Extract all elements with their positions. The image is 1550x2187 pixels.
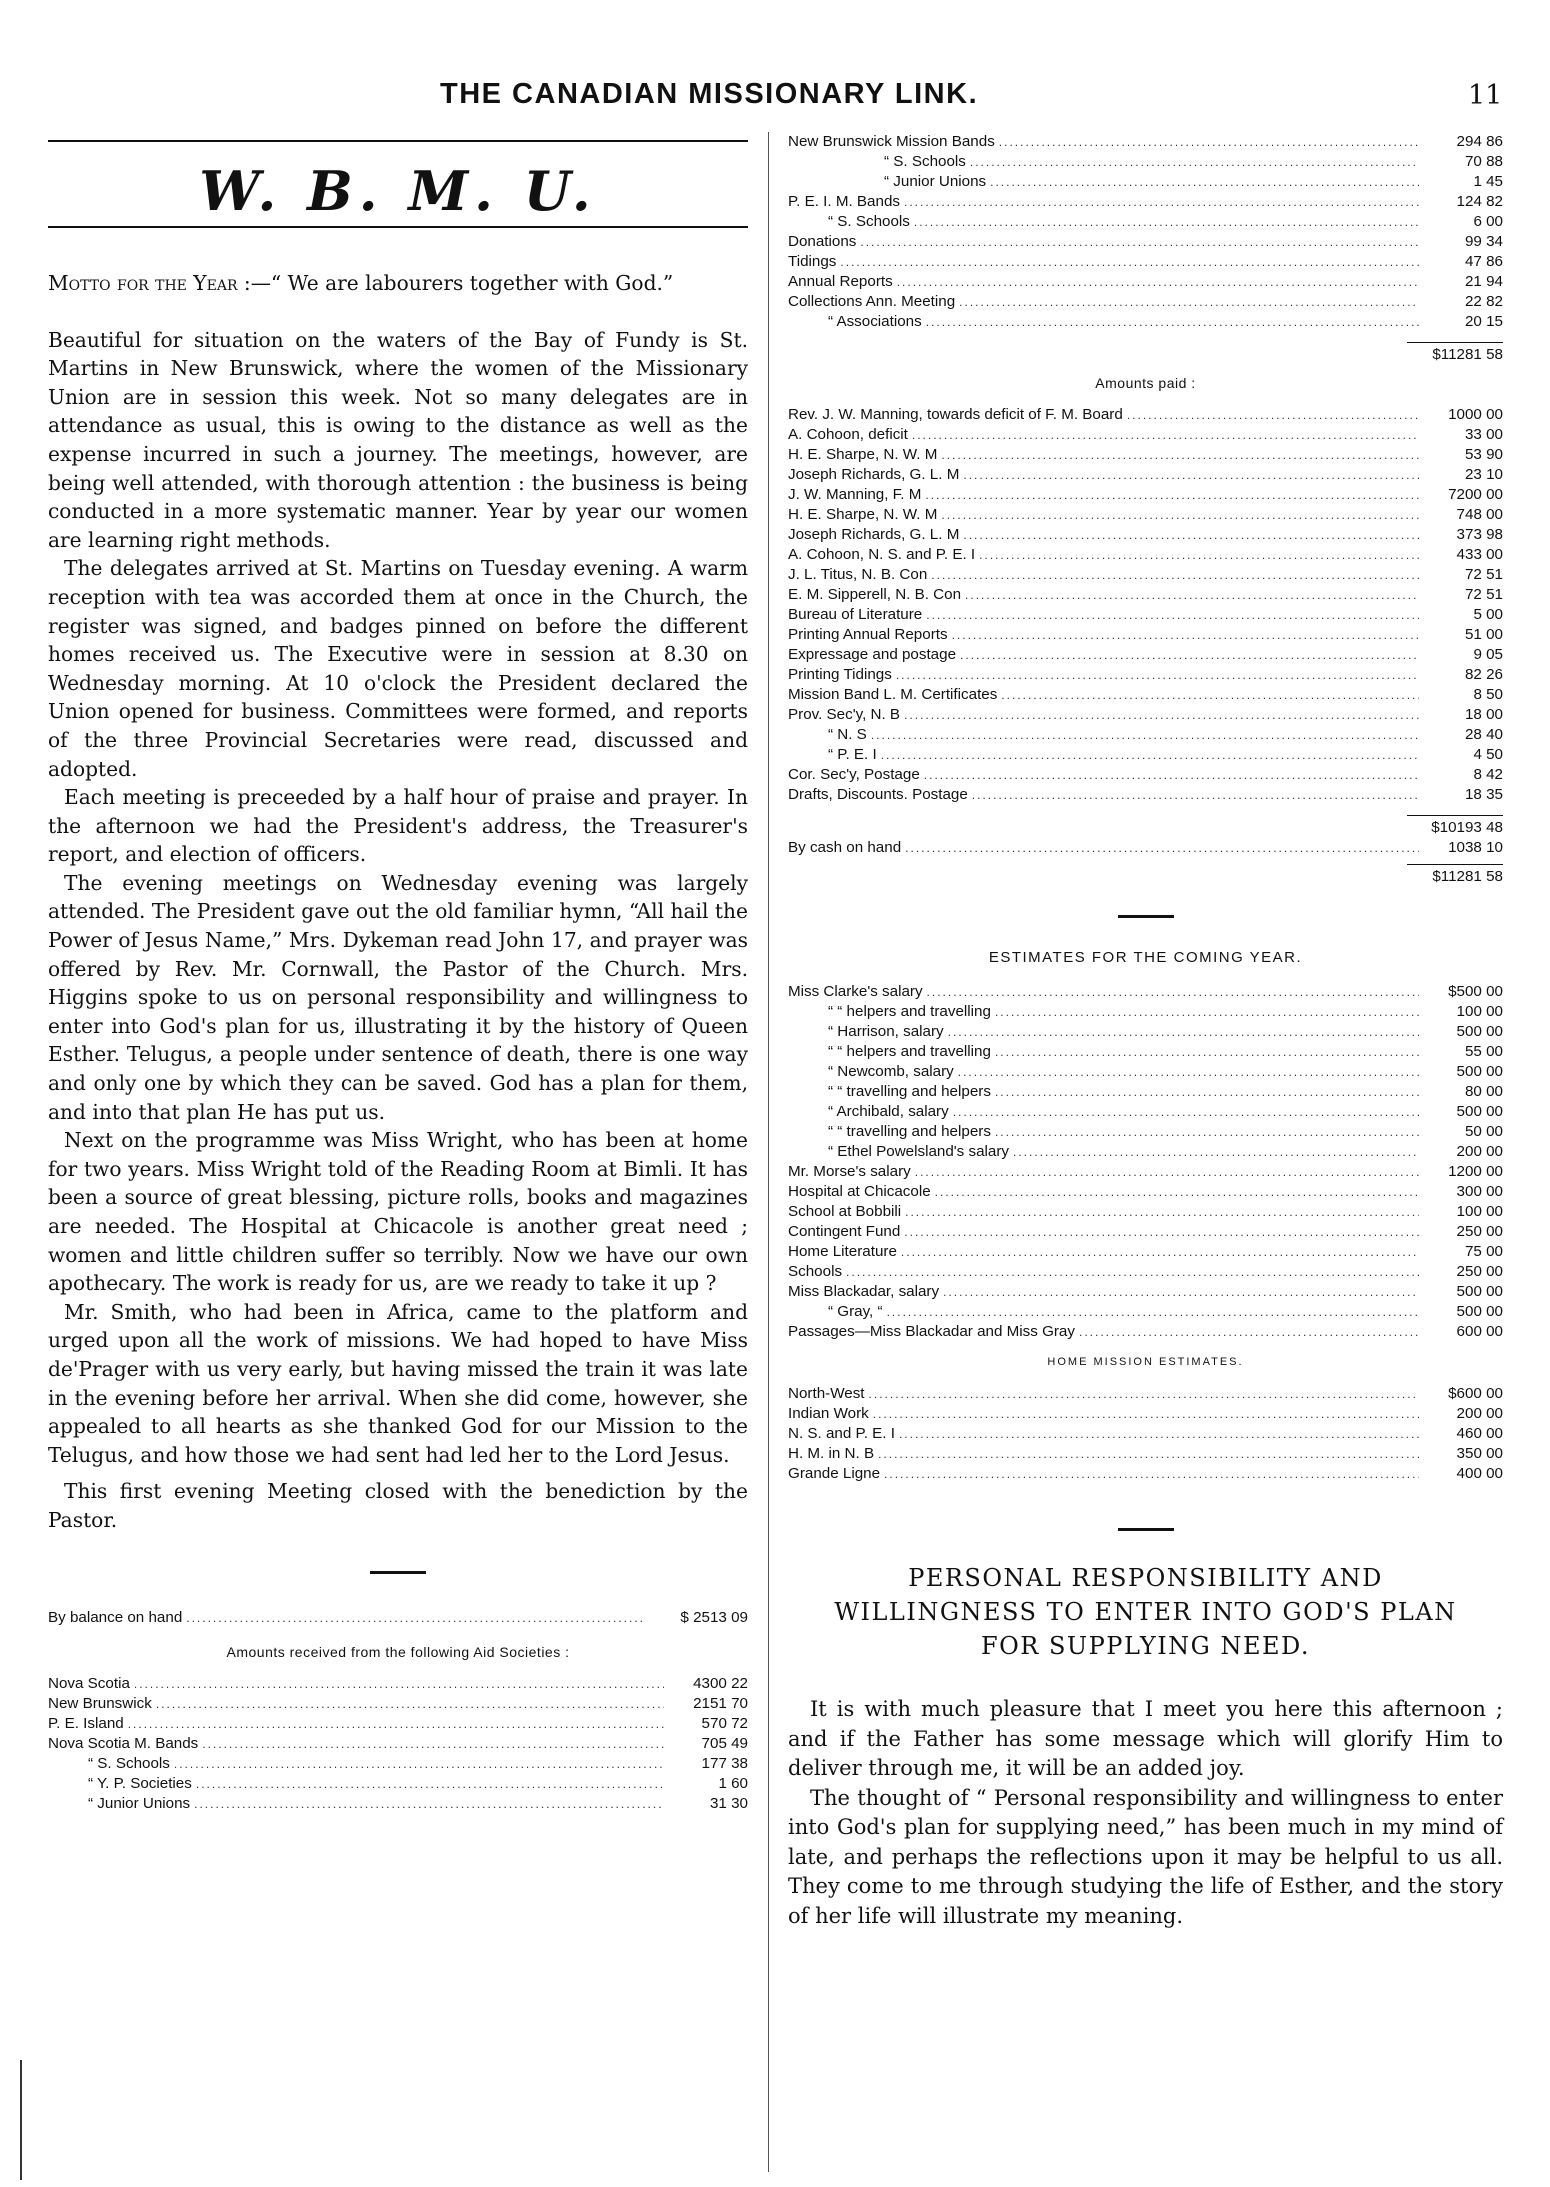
ledger-label: Contingent Fund (788, 1223, 901, 1240)
paragraph: Each meeting is preceeded by a half hour of praise and prayer. In the afternoon we had the President's address, the Treasurer's report, and election of officers. (48, 785, 748, 867)
ledger-label: Miss Blackadar, salary (788, 1283, 940, 1300)
ledger-amount: 705 49 (701, 1734, 748, 1752)
ledger-row (788, 1162, 1503, 1182)
ledger-label: Grande Ligne (788, 1465, 881, 1482)
ledger-row (48, 1774, 748, 1794)
paid-subtotal-row (788, 815, 1503, 838)
ledger-label: Donations (788, 233, 857, 250)
ledger-label: Rev. J. W. Manning, towards deficit of F. M. Board (788, 406, 1123, 423)
ledger-label: “ Newcomb, salary (828, 1063, 954, 1080)
ledger-label: “ S. Schools (88, 1754, 170, 1772)
cash-row (788, 838, 1503, 858)
ledger-row (788, 172, 1503, 192)
ledger-amount: 4300 22 (693, 1674, 748, 1692)
ledger-label: J. W. Manning, F. M (788, 486, 922, 503)
ledger-row (788, 1082, 1503, 1102)
ledger-label: H. E. Sharpe, N. W. M (788, 506, 938, 523)
ledger-label: P. E. I. M. Bands (788, 193, 900, 210)
ledger-amount: 400 00 (1456, 1465, 1503, 1482)
received-total-row (788, 342, 1503, 365)
section-divider (1118, 1528, 1174, 1531)
ledger-amount: 373 98 (1456, 526, 1503, 543)
ledger-row (788, 152, 1503, 172)
margin-mark (20, 2060, 22, 2180)
ledger-amount: $600 00 (1448, 1385, 1503, 1402)
ledger-amount: 82 26 (1464, 666, 1503, 683)
ledger-row (788, 405, 1503, 425)
ledger-label: Drafts, Discounts. Postage (788, 786, 968, 803)
ledger-amount: 177 38 (701, 1754, 748, 1772)
motto-text: :—“ We are labourers together with God.” (237, 271, 674, 295)
estimates-list (788, 982, 1503, 1342)
paid-subtotal: $10193 48 (1407, 815, 1503, 838)
cash-amount: 1038 10 (1448, 839, 1503, 856)
ledger-row (48, 1794, 748, 1814)
ledger-row (788, 705, 1503, 725)
ledger-label: “ Gray, “ (828, 1303, 883, 1320)
ledger-row (788, 1404, 1503, 1424)
ledger-amount: 200 00 (1456, 1405, 1503, 1422)
ledger-row (788, 232, 1503, 252)
ledger-row (788, 1262, 1503, 1282)
ledger-amount: 51 00 (1464, 626, 1503, 643)
ledger-row (48, 1754, 748, 1774)
paragraph: This first evening Meeting closed with the benediction by the Pastor. (48, 1479, 748, 1532)
ledger-label: “ “ helpers and travelling (828, 1003, 991, 1020)
ledger-row (48, 1714, 748, 1734)
ledger-amount: 433 00 (1456, 546, 1503, 563)
ledger-amount: 100 00 (1456, 1003, 1503, 1020)
ledger-row (788, 1122, 1503, 1142)
ledger-row (788, 192, 1503, 212)
motto (48, 269, 748, 298)
ledger-amount: 350 00 (1456, 1445, 1503, 1462)
ledger-amount: 7200 00 (1448, 486, 1503, 503)
ledger-amount: 55 00 (1464, 1043, 1503, 1060)
ledger-label: Bureau of Literature (788, 606, 923, 623)
paid-total: $11281 58 (1407, 864, 1503, 887)
ledger-label: Expressage and postage (788, 646, 957, 663)
ledger-amount: 500 00 (1456, 1023, 1503, 1040)
ledger-amount: 75 00 (1464, 1243, 1503, 1260)
ledger-amount: 200 00 (1456, 1143, 1503, 1160)
ledger-row (788, 272, 1503, 292)
ledger-label: “ “ helpers and travelling (828, 1043, 991, 1060)
ledger-amount: 80 00 (1464, 1083, 1503, 1100)
ledger-label: “ Ethel Powelsland's salary (828, 1143, 1010, 1160)
ledger-row (788, 725, 1503, 745)
paragraph: Next on the programme was Miss Wright, who has been at home for two years. Miss Wright told of the Reading Room at Bimli. It has been a source of great blessing, picture rolls, books and magazines are needed. The Hospital at Chicacole is another great need ; women and little children suffer so terribly. Now we have our own apothecary. The work is ready for us, are we ready to take it up ? (48, 1128, 748, 1296)
ledger-row (788, 665, 1503, 685)
paragraph: The thought of “ Personal responsibility and willingness to enter into God's plan for supplying need,” has been much in my mind of late, and perhaps the reflections upon it may be helpful to us all. They come to me through studying the life of Esther, and the story of her life will illustrate my meaning. (788, 1785, 1503, 1928)
paragraph: It is with much pleasure that I meet you here this afternoon ; and if the Father has some message which will glorify Him to deliver through me, it will be an added joy. (788, 1697, 1503, 1780)
ledger-label: Joseph Richards, G. L. M (788, 526, 960, 543)
ledger-row (788, 445, 1503, 465)
ledger-amount: 570 72 (701, 1714, 748, 1732)
ledger-amount: 600 00 (1456, 1323, 1503, 1340)
home-mission-list (788, 1384, 1503, 1484)
ledger-label: Collections Ann. Meeting (788, 293, 956, 310)
motto-lead: Motto for the Year (48, 271, 238, 295)
paid-list (788, 405, 1503, 805)
ledger-label: Tidings (788, 253, 837, 270)
ledger-label: Mission Band L. M. Certificates (788, 686, 998, 703)
received-list (48, 1674, 748, 1814)
ledger-row (788, 212, 1503, 232)
ledger-label: Schools (788, 1263, 843, 1280)
treasurer-report-start (48, 1608, 748, 1814)
section-divider (370, 1571, 426, 1574)
ledger-row (788, 1302, 1503, 1322)
ledger-amount: 33 00 (1464, 426, 1503, 443)
ledger-amount: 1200 00 (1448, 1163, 1503, 1180)
paid-total-row (788, 864, 1503, 887)
ledger-amount: 1000 00 (1448, 406, 1503, 423)
ledger-row (788, 312, 1503, 332)
ledger-row (788, 1062, 1503, 1082)
ledger-row (788, 1222, 1503, 1242)
ledger-row (788, 605, 1503, 625)
ledger-amount: 50 00 (1464, 1123, 1503, 1140)
ledger-amount: 300 00 (1456, 1183, 1503, 1200)
ledger-row (788, 545, 1503, 565)
ledger-label: Printing Tidings (788, 666, 892, 683)
ledger-label: E. M. Sipperell, N. B. Con (788, 586, 962, 603)
ledger-label: Passages—Miss Blackadar and Miss Gray (788, 1323, 1075, 1340)
ledger-row (788, 1282, 1503, 1302)
section-heading: W. B. M. U. (199, 159, 597, 223)
ledger-amount: 500 00 (1456, 1283, 1503, 1300)
ledger-label: J. L. Titus, N. B. Con (788, 566, 928, 583)
ledger-amount: 250 00 (1456, 1223, 1503, 1240)
ledger-row (48, 1674, 748, 1694)
ledger-row (788, 1002, 1503, 1022)
ledger-label: Mr. Morse's salary (788, 1163, 911, 1180)
ledger-row (48, 1734, 748, 1754)
ledger-amount: 500 00 (1456, 1103, 1503, 1120)
header-rule (48, 140, 748, 142)
ledger-label: Miss Clarke's salary (788, 983, 923, 1000)
ledger-row (788, 645, 1503, 665)
ledger-label: “ Harrison, salary (828, 1023, 944, 1040)
ledger-label: P. E. Island (48, 1714, 124, 1732)
ledger-label: A. Cohoon, N. S. and P. E. I (788, 546, 976, 563)
ledger-amount: 1 60 (718, 1774, 748, 1792)
ledger-row (788, 1022, 1503, 1042)
ledger-row (788, 1042, 1503, 1062)
ledger-row (788, 485, 1503, 505)
received-caption: Amounts received from the following Aid Societies : (226, 1643, 570, 1660)
column-divider (768, 132, 769, 2172)
ledger-amount: 6 00 (1473, 213, 1503, 230)
ledger-row (788, 625, 1503, 645)
paragraph: Mr. Smith, who had been in Africa, came to the platform and urged upon all the work of missions. We had hoped to have Miss de'Prager with us very early, but having missed the train it was late in the evening before her arrival. When she did come, however, she appealed to all hearts as she thanked God for our Mission to the Telugus, and how those we had sent had led her to the Lord Jesus. (48, 1299, 748, 1467)
treasurer-report-cont (788, 132, 1503, 1484)
ledger-label: “ Junior Unions (88, 1794, 191, 1812)
ledger-label: Home Literature (788, 1243, 897, 1260)
home-mission-caption: HOME MISSION ESTIMATES. (1047, 1356, 1244, 1368)
ledger-amount: 5 00 (1473, 606, 1503, 623)
cash-label: By cash on hand (788, 839, 902, 856)
page-header (0, 78, 1550, 128)
received-total: $11281 58 (1407, 342, 1503, 365)
ledger-label: Prov. Sec'y, N. B (788, 706, 901, 723)
ledger-label: “ Associations (828, 313, 922, 330)
ledger-amount: 9 05 (1473, 646, 1503, 663)
ledger-label: “ Archibald, salary (828, 1103, 949, 1120)
ledger-row (788, 465, 1503, 485)
ledger-row (788, 1444, 1503, 1464)
estimates-caption: ESTIMATES FOR THE COMING YEAR. (988, 949, 1303, 966)
ledger-label: Joseph Richards, G. L. M (788, 466, 960, 483)
ledger-row (788, 1322, 1503, 1342)
ledger-amount: 18 00 (1464, 706, 1503, 723)
ledger-label: “ P. E. I (828, 746, 877, 763)
ledger-row (788, 505, 1503, 525)
balance-amount: $ 2513 09 (680, 1608, 748, 1626)
section-divider (1118, 915, 1174, 918)
ledger-amount: 748 00 (1456, 506, 1503, 523)
ledger-row (788, 765, 1503, 785)
ledger-label: Hospital at Chicacole (788, 1183, 931, 1200)
ledger-label: “ S. Schools (884, 153, 966, 170)
ledger-amount: 18 35 (1464, 786, 1503, 803)
ledger-label: Annual Reports (788, 273, 893, 290)
ledger-row (788, 685, 1503, 705)
ledger-label: “ Y. P. Societies (88, 1774, 192, 1792)
ledger-label: Cor. Sec'y, Postage (788, 766, 920, 783)
ledger-row (788, 425, 1503, 445)
received-list-cont (788, 132, 1503, 332)
ledger-amount: 21 94 (1464, 273, 1503, 290)
ledger-label: New Brunswick (48, 1694, 152, 1712)
ledger-amount: 500 00 (1456, 1063, 1503, 1080)
ledger-label: A. Cohoon, deficit (788, 426, 908, 443)
ledger-amount: 53 90 (1464, 446, 1503, 463)
ledger-label: H. E. Sharpe, N. W. M (788, 446, 938, 463)
ledger-amount: 70 88 (1464, 153, 1503, 170)
ledger-row (788, 525, 1503, 545)
balance-label: By balance on hand (48, 1608, 183, 1626)
ledger-amount: 1 45 (1473, 173, 1503, 190)
ledger-row (788, 252, 1503, 272)
ledger-amount: 4 50 (1473, 746, 1503, 763)
ledger-label: “ N. S (828, 726, 867, 743)
paid-caption: Amounts paid : (1095, 375, 1196, 391)
ledger-label: N. S. and P. E. I (788, 1425, 895, 1442)
ledger-row (788, 1464, 1503, 1484)
ledger-row (788, 745, 1503, 765)
ledger-label: H. M. in N. B (788, 1445, 875, 1462)
right-column (788, 132, 1503, 1931)
ledger-row (788, 1142, 1503, 1162)
ledger-row (48, 1694, 748, 1714)
ledger-label: New Brunswick Mission Bands (788, 133, 995, 150)
ledger-label: “ “ travelling and helpers (828, 1123, 991, 1140)
ledger-amount: 2151 70 (693, 1694, 748, 1712)
ledger-row (788, 565, 1503, 585)
ledger-amount: 72 51 (1464, 586, 1503, 603)
ledger-row (788, 1242, 1503, 1262)
balance-row (48, 1608, 748, 1628)
ledger-amount: 250 00 (1456, 1263, 1503, 1280)
ledger-label: Nova Scotia M. Bands (48, 1734, 199, 1752)
ledger-amount: 8 42 (1473, 766, 1503, 783)
ledger-amount: 500 00 (1456, 1303, 1503, 1320)
ledger-amount: 23 10 (1464, 466, 1503, 483)
ledger-amount: 124 82 (1456, 193, 1503, 210)
ledger-amount: 100 00 (1456, 1203, 1503, 1220)
ledger-amount: 22 82 (1464, 293, 1503, 310)
paragraph: The delegates arrived at St. Martins on Tuesday evening. A warm reception with tea was accorded them at once in the Church, the register was signed, and badges pinned on before the different homes received us. The Executive were in session at 8.30 on Wednesday morning. At 10 o'clock the President declared the Union opened for business. Committees were formed, and reports of the three Provincial Secretaries were read, discussed and adopted. (48, 556, 748, 781)
ledger-amount: 72 51 (1464, 566, 1503, 583)
ledger-amount: 47 86 (1464, 253, 1503, 270)
ledger-label: Nova Scotia (48, 1674, 130, 1692)
ledger-row (788, 1384, 1503, 1404)
ledger-label: Indian Work (788, 1405, 869, 1422)
paragraph: The evening meetings on Wednesday evening was largely attended. The President gave out the old familiar hymn, “All hail the Power of Jesus Name,” Mrs. Dykeman read John 17, and prayer was offered by Rev. Mr. Cornwall, the Pastor of the Church. Mrs. Higgins spoke to us on personal responsibility and willingness to enter into God's plan for us, illustrating it by the history of Queen Esther. Telugus, a people under sentence of death, there is one way and only one by which they can be saved. God has a plan for them, and into that plan He has put us. (48, 870, 748, 1124)
ledger-label: “ S. Schools (828, 213, 910, 230)
ledger-label: School at Bobbili (788, 1203, 902, 1220)
ledger-row (788, 585, 1503, 605)
ledger-amount: $500 00 (1448, 983, 1503, 1000)
journal-title: THE CANADIAN MISSIONARY LINK. (440, 78, 979, 110)
left-column (48, 145, 748, 1814)
ledger-amount: 31 30 (709, 1794, 748, 1812)
ledger-amount: 294 86 (1456, 133, 1503, 150)
ledger-row (788, 1424, 1503, 1444)
ledger-row (788, 132, 1503, 152)
ledger-row (788, 292, 1503, 312)
article-heading: PERSONAL RESPONSIBILITY AND WILLINGNESS TO ENTER INTO GOD'S PLAN FOR SUPPLYING NEED. (834, 1564, 1457, 1660)
ledger-amount: 460 00 (1456, 1425, 1503, 1442)
ledger-amount: 28 40 (1464, 726, 1503, 743)
ledger-amount: 99 34 (1464, 233, 1503, 250)
ledger-label: North-West (788, 1385, 865, 1402)
page-number: 11 (1468, 80, 1503, 111)
ledger-row (788, 982, 1503, 1002)
ledger-label: Printing Annual Reports (788, 626, 948, 643)
paragraph: Beautiful for situation on the waters of the Bay of Fundy is St. Martins in New Brunswick, where the women of the Missionary Union are in session this week. Not so many delegates are in attendance as usual, this is owing to the distance as well as the expense incurred in such a journey. The meetings, however, are being well attended, with thorough attention : the business is being conducted in a more systematic manner. Year by year our women are learning right methods. (48, 327, 748, 552)
ledger-label: “ Junior Unions (884, 173, 987, 190)
ledger-row (788, 1182, 1503, 1202)
ledger-row (788, 1202, 1503, 1222)
ledger-amount: 20 15 (1464, 313, 1503, 330)
ledger-row (788, 785, 1503, 805)
ledger-label: “ “ travelling and helpers (828, 1083, 991, 1100)
ledger-row (788, 1102, 1503, 1122)
ledger-amount: 8 50 (1473, 686, 1503, 703)
